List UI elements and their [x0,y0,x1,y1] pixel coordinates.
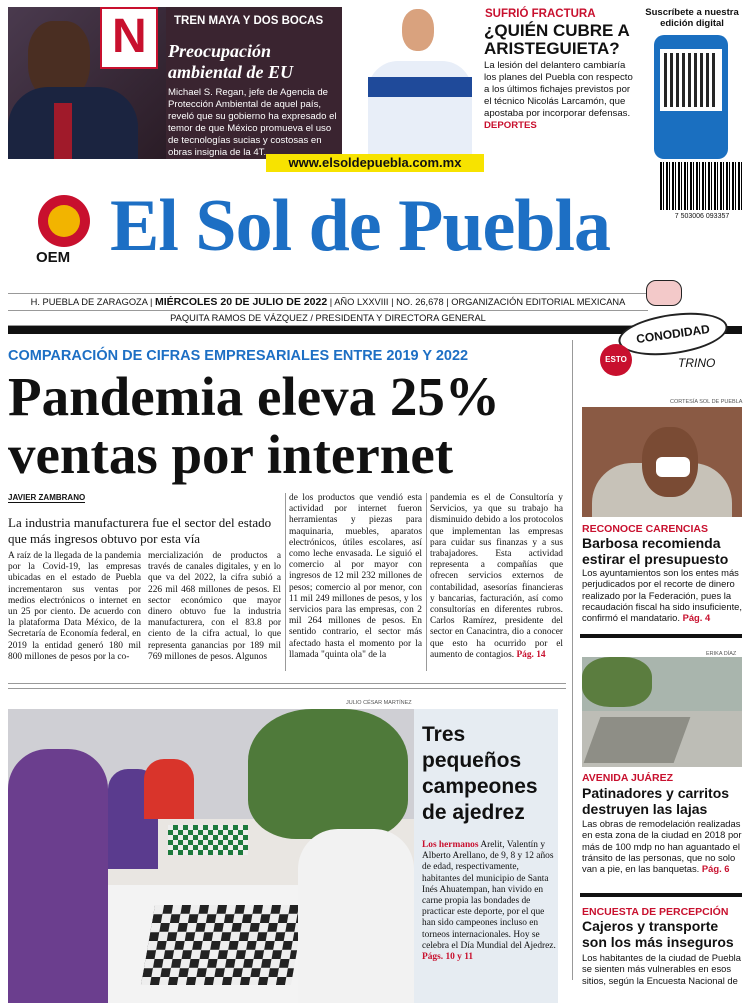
page-ref-10-11[interactable]: Págs. 10 y 11 [422,952,474,963]
side3-kicker: ENCUESTA DE PERCEPCIÓN [582,906,729,918]
barcode: 7 503006 093357 [660,162,744,210]
main-col-2: mercialización de productos a través de canales digitales, y en lo que va del 2022, la cifra subió a 226 mil 468 millones de pesos. El sector económico que mayor dinero obtuvo fue la industria manufacturera, con el 83.8 por ciento de la cifra actual, lo que representa ganancias por 189 mil 769 millones de pesos. Algunos [148,551,281,662]
sun-icon [38,195,90,247]
section-link-deportes[interactable]: DEPORTES [484,120,537,131]
oem-logo: OEM [34,193,98,273]
chess-text: Los hermanos Arelit, Valentín y Alberto Arellano, de 9, 8 y 12 años de edad, respectivamente, habitantes del municipio de Santa Inés Ahuatempan, han vivido en carne propia las bondades de practicar este deporte, por el que han sido campeones incluso en torneos internacionales. Hoy se celebra el Día Mundial del Ajedrez. Págs. 10 y 11 [422,840,556,963]
chess-photo [8,709,414,1003]
page-ref-14[interactable]: Pág. 14 [516,649,546,660]
side1-kicker: RECONOCE CARENCIAS [582,523,709,535]
promo-left-kicker: TREN MAYA Y DOS BOCAS [174,15,324,27]
barbosa-photo [582,407,742,517]
side1-text: Los ayuntamientos son los entes más perjudicados por el recorte de dinero realizado por la Federación, pues la recaudación fiscal ha sido insuficiente, confirmó el mandatario. Pág. 4 [582,567,742,624]
promo-middle-headline[interactable]: ¿QUIÉN CUBRE A ARISTEGUIETA? [484,21,630,58]
player-photo [358,7,476,157]
main-kicker: COMPARACIÓN DE CIFRAS EMPRESARIALES ENTRE 2019 Y 2022 [8,348,469,364]
promo-left-headline[interactable]: Preocupación ambiental de EU [168,41,293,82]
n-logo: N [100,7,158,69]
main-col-4: pandemia es el de Consultoría y Servicios, ya que su trabajo ha disminuido debido a los protocolos que implementan las empresas para cuidar sus finanzas y a sus trabajadores. Esta actividad representa a compañías que ofrecen servicios externos de contabilidad, asesorías financieras y bancarias, facturación, así como consultorías en diferentes rubros. Carlos Ramírez, presidente del sector en Canacintra, dio a conocer que esto ha ocurrido por el aumento de contagios. Pág. 14 [430,493,563,660]
qr-code[interactable] [664,53,718,107]
side1-headline[interactable]: Barbosa recomienda estirar el presupuesto [582,535,729,567]
esto-badge[interactable]: ESTO [600,344,632,376]
cartoon-signature: TRINO [678,356,716,370]
side3-headline[interactable]: Cajeros y transporte son los más inseguros [582,918,734,950]
photo-credit-2: CORTESÍA SOL DE PUEBLA [670,399,743,405]
promo-left-text: Michael S. Regan, jefe de Agencia de Protección Ambiental de aquel país, reveló que su gobierno ha expresado el temor de que México promueva el uso de tecnologías sucias y costosas en obras insignia de la 4T. [168,87,337,158]
subscribe-label: Suscríbete a nuestra edición digital [645,7,739,29]
promo-left[interactable] [8,7,342,159]
hand-icon [646,280,682,306]
promo-middle-kicker: SUFRIÓ FRACTURA [485,8,596,20]
digital-subscription-box[interactable] [640,7,744,159]
promo-middle-text: La lesión del delantero cambiaría los planes del Puebla con respecto a los últimos fichajes previstos por el técnico Nicolás Larcamón, que apostaba por incorporar defensas. DEPORTES [484,60,633,131]
masthead-title: El Sol de Puebla [110,185,611,267]
chess-headline[interactable]: Tres pequeños campeones de ajedrez [422,723,538,824]
dateline: H. PUEBLA DE ZARAGOZA | MIÉRCOLES 20 DE JULIO DE 2022 | AÑO LXXVIII | NO. 26,678 | ORGANIZACIÓN EDITORIAL MEXICANA [8,293,648,311]
main-headline[interactable]: Pandemia eleva 25% ventas por internet [8,366,500,485]
main-col-1: A raíz de la llegada de la pandemia por la Covid-19, las empresas ubicadas en el estado de Puebla incrementaron sus ventas por medios electrónicos o internet en un 25 por ciento. De acuerdo con la plataforma Data México, de la Secretaría de Economía federal, en 2019 la entidad generó 180 mil 800 millones de pesos por la co- [8,551,141,662]
photo-credit: JULIO CÉSAR MARTÍNEZ [346,700,412,706]
sidewalk-photo [582,657,742,767]
director-line: PAQUITA RAMOS DE VÁZQUEZ / PRESIDENTA Y DIRECTORA GENERAL [8,311,648,326]
phone-icon [654,35,728,159]
side2-kicker: AVENIDA JUÁREZ [582,772,674,784]
photo-credit-3: ERIKA DÍAZ [706,651,737,657]
page-ref-4[interactable]: Pág. 4 [682,612,711,624]
main-col-3: de los productos que vendió esta actividad por internet fueron herramientas y piezas para maquinaria, muebles, aparatos electrónicos, útiles escolares, así como leche envasada. Le siguió el comercio al por mayor con ingresos de 12 mil 232 millones de pesos; comercio al por menor, con 11 mil 249 millones de pesos, y los servicios para las empresas, con 2 mil 264 millones de pesos. En sentido contrario, el sector más afectado hasta el momento por la llamada "quinta ola" de la [289,493,422,660]
side3-text: Los habitantes de la ciudad de Puebla se sienten más vulnerables en esos sitios, según la Encuesta Nacional de [582,952,741,986]
page-ref-6[interactable]: Pág. 6 [701,863,730,875]
byline: JAVIER ZAMBRANO [8,493,86,502]
side2-headline[interactable]: Patinadores y carritos destruyen las lajas [582,785,730,817]
website-url[interactable]: www.elsoldepuebla.com.mx [266,154,484,172]
side2-text: Las obras de remodelación realizadas en esta zona de la ciudad en 2018 por más de 100 mdp no han aguantado el tránsito de las personas, que no solo van a pie, en las banquetas. Pág. 6 [582,818,742,875]
main-lede: La industria manufacturera fue el sector del estado que más ingresos obtuvo por esta vía [8,515,272,546]
cartoon-bubble: CONODIDAD [635,321,711,347]
